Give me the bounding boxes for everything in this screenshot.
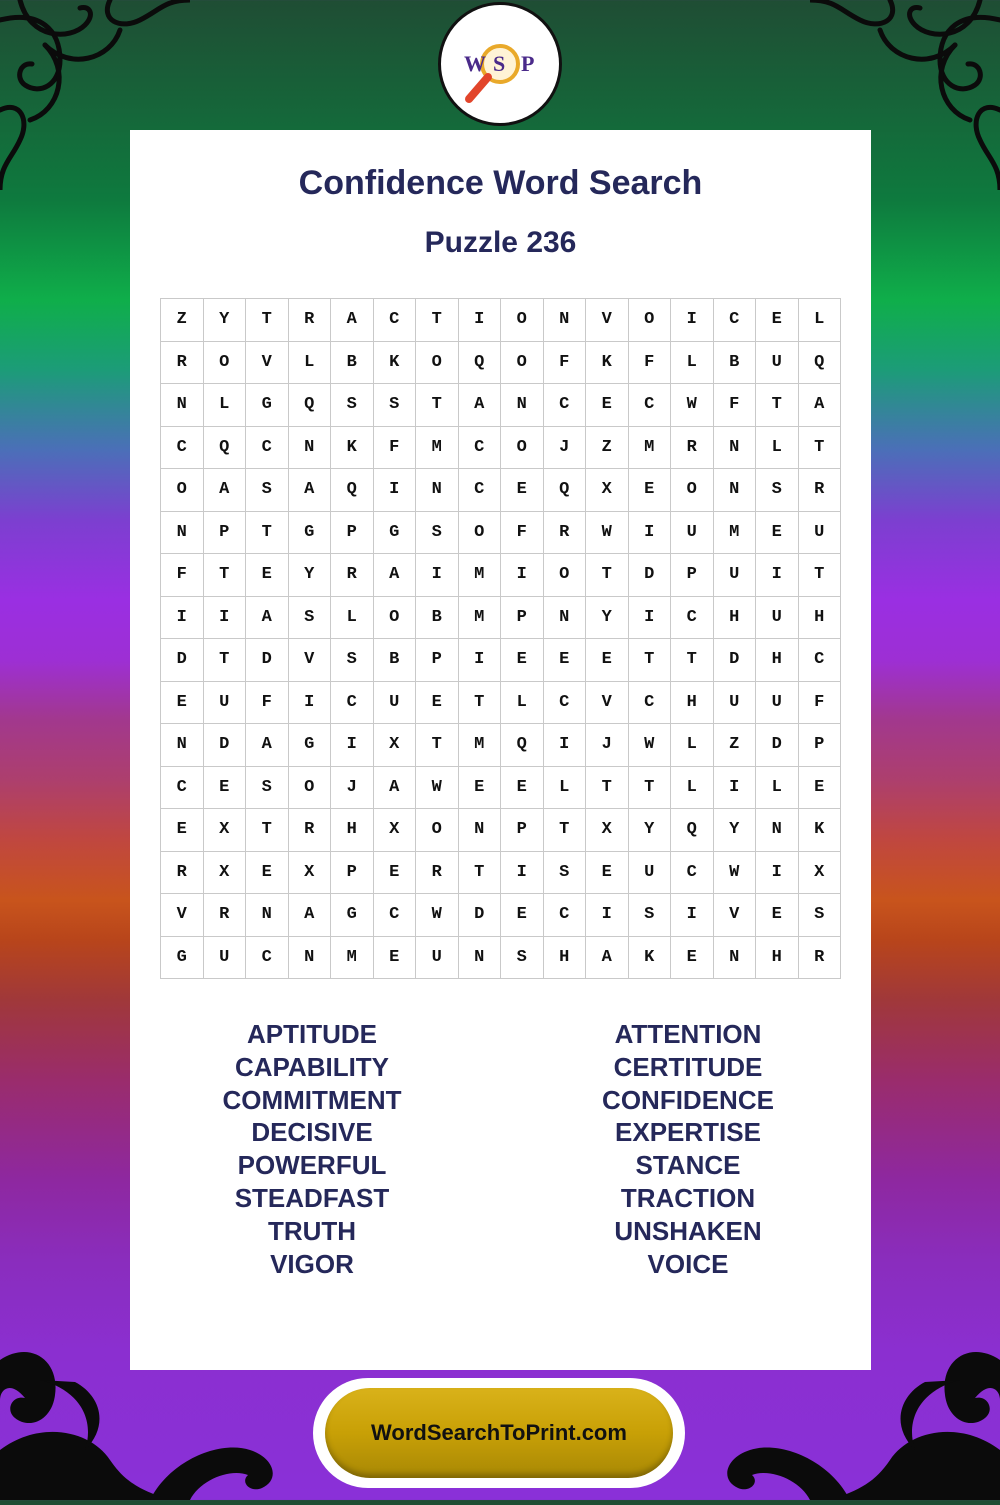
grid-cell[interactable]: A [289,469,332,512]
grid-cell[interactable]: V [586,682,629,725]
grid-cell[interactable]: J [586,724,629,767]
magnifier-icon-handle [469,77,488,99]
grid-cell[interactable]: K [331,427,374,470]
grid-cell[interactable]: C [374,894,417,937]
word-list-right [538,1018,838,1280]
grid-cell[interactable]: C [629,384,672,427]
grid-cell[interactable]: G [289,724,332,767]
grid-cell[interactable]: D [714,639,757,682]
grid-cell[interactable]: D [756,724,799,767]
grid-cell[interactable]: S [501,937,544,980]
grid-cell[interactable]: U [714,682,757,725]
grid-cell[interactable]: H [331,809,374,852]
grid-cell[interactable]: U [756,682,799,725]
grid-cell[interactable]: I [629,597,672,640]
grid-cell[interactable]: C [671,597,714,640]
grid-cell[interactable]: L [501,682,544,725]
grid-cell[interactable]: B [374,639,417,682]
grid-cell[interactable]: L [289,342,332,385]
grid-cell[interactable]: E [671,937,714,980]
grid-cell[interactable]: U [629,852,672,895]
grid-cell[interactable]: R [204,894,247,937]
grid-cell[interactable]: L [544,767,587,810]
grid-cell[interactable]: O [501,299,544,342]
grid-cell[interactable]: U [416,937,459,980]
grid-cell[interactable]: N [459,809,502,852]
grid-cell[interactable]: E [374,852,417,895]
grid-cell[interactable]: P [799,724,842,767]
grid-cell[interactable]: C [714,299,757,342]
grid-cell[interactable]: M [459,724,502,767]
grid-cell[interactable]: S [331,384,374,427]
word-item: UNSHAKEN [614,1215,762,1246]
grid-cell[interactable]: M [459,597,502,640]
word-item: COMMITMENT [222,1084,402,1115]
grid-cell[interactable]: N [756,809,799,852]
word-item: POWERFUL [237,1150,387,1181]
grid-cell[interactable]: V [161,894,204,937]
grid-cell[interactable]: I [331,724,374,767]
grid-cell[interactable]: C [459,427,502,470]
site-link-pill[interactable] [325,1388,673,1478]
grid-cell[interactable]: I [416,554,459,597]
grid-cell[interactable]: B [331,342,374,385]
grid-cell[interactable]: S [289,597,332,640]
word-item: EXPERTISE [615,1117,761,1148]
grid-cell[interactable]: N [416,469,459,512]
grid-cell[interactable]: E [586,852,629,895]
grid-cell[interactable]: T [586,554,629,597]
grid-cell[interactable]: O [416,342,459,385]
grid-cell[interactable]: H [756,937,799,980]
grid-cell[interactable]: E [246,852,289,895]
grid-cell[interactable]: T [459,682,502,725]
grid-cell[interactable]: L [756,427,799,470]
grid-cell[interactable]: T [416,724,459,767]
grid-cell[interactable]: H [714,597,757,640]
grid-cell[interactable]: C [544,384,587,427]
grid-cell[interactable]: C [799,639,842,682]
grid-cell[interactable]: L [671,342,714,385]
grid-cell[interactable]: A [246,597,289,640]
grid-cell[interactable]: A [331,299,374,342]
grid-cell[interactable]: S [246,767,289,810]
grid-cell[interactable]: N [714,427,757,470]
logo-letter-w: W [464,51,486,76]
word-item: APTITUDE [247,1019,377,1049]
grid-cell[interactable]: T [799,427,842,470]
grid-cell[interactable]: I [459,299,502,342]
grid-cell[interactable]: K [629,937,672,980]
grid-cell[interactable]: L [331,597,374,640]
grid-cell[interactable]: O [544,554,587,597]
grid-cell[interactable]: X [374,724,417,767]
word-item: TRUTH [267,1215,357,1246]
grid-cell[interactable]: C [161,427,204,470]
grid-cell[interactable]: S [544,852,587,895]
grid-cell[interactable]: P [501,809,544,852]
grid-cell[interactable]: A [204,469,247,512]
grid-cell[interactable]: R [671,427,714,470]
grid-cell[interactable]: D [246,639,289,682]
grid-cell[interactable]: P [204,512,247,555]
grid-cell[interactable]: E [161,682,204,725]
grid-cell[interactable]: K [374,342,417,385]
grid-cell[interactable]: S [756,469,799,512]
logo-letter-p: P [521,51,535,76]
word-item: CONFIDENCE [602,1084,774,1115]
grid-cell[interactable]: E [756,894,799,937]
word-item: STANCE [635,1150,741,1181]
grid-cell[interactable]: H [544,937,587,980]
grid-cell[interactable]: R [331,554,374,597]
wsp-logo[interactable] [438,2,562,126]
grid-cell[interactable]: G [246,384,289,427]
grid-cell[interactable]: O [161,469,204,512]
grid-cell[interactable]: C [161,767,204,810]
grid-cell[interactable]: F [714,384,757,427]
grid-cell[interactable]: N [501,384,544,427]
grid-cell[interactable]: Q [289,384,332,427]
grid-cell[interactable]: X [204,809,247,852]
grid-cell[interactable]: R [544,512,587,555]
puzzle-panel [130,130,871,1370]
grid-cell[interactable]: E [586,639,629,682]
grid-cell[interactable]: R [289,299,332,342]
grid-cell[interactable]: U [714,554,757,597]
grid-cell[interactable]: J [544,427,587,470]
grid-cell[interactable]: F [501,512,544,555]
grid-cell[interactable]: E [501,639,544,682]
grid-cell[interactable]: T [416,299,459,342]
grid-cell[interactable]: X [586,469,629,512]
grid-cell[interactable]: I [629,512,672,555]
grid-cell[interactable]: K [586,342,629,385]
grid-cell[interactable]: N [246,894,289,937]
grid-cell[interactable]: O [289,767,332,810]
grid-cell[interactable]: W [671,384,714,427]
grid-cell[interactable]: E [161,809,204,852]
grid-cell[interactable]: Q [459,342,502,385]
grid-cell[interactable]: N [161,512,204,555]
grid-cell[interactable]: N [289,427,332,470]
grid-cell[interactable]: P [331,512,374,555]
grid-cell[interactable]: T [756,384,799,427]
grid-cell[interactable]: F [544,342,587,385]
grid-cell[interactable]: R [161,852,204,895]
grid-cell[interactable]: E [501,767,544,810]
grid-cell[interactable]: W [629,724,672,767]
grid-cell[interactable]: S [416,512,459,555]
grid-cell[interactable]: T [204,639,247,682]
grid-cell[interactable]: O [459,512,502,555]
grid-cell[interactable]: O [204,342,247,385]
grid-cell[interactable]: N [289,937,332,980]
word-item: DECISIVE [251,1117,373,1148]
grid-cell[interactable]: T [629,767,672,810]
grid-cell[interactable]: C [246,427,289,470]
grid-cell[interactable]: R [416,852,459,895]
grid-cell[interactable]: C [629,682,672,725]
grid-cell[interactable]: V [586,299,629,342]
grid-cell[interactable]: U [756,597,799,640]
grid-cell[interactable]: E [459,767,502,810]
grid-cell[interactable]: C [671,852,714,895]
grid-cell[interactable]: H [799,597,842,640]
grid-cell[interactable]: A [459,384,502,427]
grid-cell[interactable]: Y [204,299,247,342]
grid-cell[interactable]: N [714,937,757,980]
grid-cell[interactable]: G [161,937,204,980]
grid-cell[interactable]: T [246,809,289,852]
grid-cell[interactable]: A [586,937,629,980]
grid-cell[interactable]: L [799,299,842,342]
word-item: STEADFAST [234,1182,390,1213]
grid-cell[interactable]: V [714,894,757,937]
grid-cell[interactable]: T [799,554,842,597]
grid-cell[interactable]: Z [161,299,204,342]
grid-cell[interactable]: I [374,469,417,512]
grid-cell[interactable]: A [246,724,289,767]
grid-cell[interactable]: X [204,852,247,895]
grid-cell[interactable]: N [544,597,587,640]
grid-cell[interactable]: N [544,299,587,342]
grid-cell[interactable]: Y [629,809,672,852]
grid-cell[interactable]: E [416,682,459,725]
grid-cell[interactable]: I [586,894,629,937]
grid-cell[interactable]: E [544,639,587,682]
grid-cell[interactable]: E [374,937,417,980]
grid-cell[interactable]: H [756,639,799,682]
grid-cell[interactable]: O [671,469,714,512]
grid-cell[interactable]: T [204,554,247,597]
grid-cell[interactable]: S [331,639,374,682]
grid-cell[interactable]: A [799,384,842,427]
grid-cell[interactable]: H [671,682,714,725]
page-title: Confidence Word Search [298,164,703,202]
word-item: TRACTION [620,1182,756,1213]
grid-cell[interactable]: A [289,894,332,937]
grid-cell[interactable]: E [756,512,799,555]
grid-cell[interactable]: U [204,682,247,725]
grid-cell[interactable]: I [544,724,587,767]
grid-cell[interactable]: A [374,767,417,810]
grid-cell[interactable]: P [501,597,544,640]
grid-cell[interactable]: F [374,427,417,470]
grid-cell[interactable]: U [799,512,842,555]
grid-cell[interactable]: S [629,894,672,937]
grid-cell[interactable]: X [586,809,629,852]
grid-cell[interactable]: D [204,724,247,767]
grid-cell[interactable]: I [289,682,332,725]
grid-cell[interactable]: U [671,512,714,555]
grid-cell[interactable]: T [246,299,289,342]
grid-cell[interactable]: L [671,724,714,767]
grid-cell[interactable]: E [246,554,289,597]
grid-cell[interactable]: Y [289,554,332,597]
grid-cell[interactable]: K [799,809,842,852]
grid-cell[interactable]: I [501,852,544,895]
grid-cell[interactable]: O [629,299,672,342]
grid-cell[interactable]: C [544,894,587,937]
grid-cell[interactable]: F [799,682,842,725]
grid-cell[interactable]: L [671,767,714,810]
grid-cell[interactable]: U [756,342,799,385]
word-list-left [162,1018,462,1280]
grid-cell[interactable]: C [374,299,417,342]
grid-cell[interactable]: B [714,342,757,385]
grid-cell[interactable]: E [501,894,544,937]
grid-cell[interactable]: M [714,512,757,555]
grid-cell[interactable]: Z [714,724,757,767]
grid-cell[interactable]: D [629,554,672,597]
grid-cell[interactable]: R [289,809,332,852]
grid-cell[interactable]: F [629,342,672,385]
grid-cell[interactable]: N [161,724,204,767]
grid-cell[interactable]: E [204,767,247,810]
word-item: CERTITUDE [613,1051,763,1082]
grid-cell[interactable]: L [756,767,799,810]
grid-cell[interactable]: C [544,682,587,725]
grid-cell[interactable]: W [586,512,629,555]
grid-cell[interactable]: N [161,384,204,427]
grid-cell[interactable]: E [501,469,544,512]
grid-cell[interactable]: G [289,512,332,555]
grid-cell[interactable]: T [416,384,459,427]
grid-cell[interactable]: I [204,597,247,640]
grid-cell[interactable]: I [714,767,757,810]
grid-cell[interactable]: I [756,554,799,597]
grid-cell[interactable]: X [374,809,417,852]
grid-cell[interactable]: S [799,894,842,937]
grid-cell[interactable]: W [714,852,757,895]
grid-cell[interactable]: I [501,554,544,597]
grid-cell[interactable]: G [331,894,374,937]
grid-cell[interactable]: O [501,427,544,470]
grid-cell[interactable]: T [544,809,587,852]
grid-cell[interactable]: X [799,852,842,895]
grid-cell[interactable]: F [161,554,204,597]
grid-cell[interactable]: E [586,384,629,427]
grid-cell[interactable]: Y [586,597,629,640]
grid-cell[interactable]: P [416,639,459,682]
grid-cell[interactable]: Q [501,724,544,767]
grid-cell[interactable]: S [246,469,289,512]
grid-cell[interactable]: J [331,767,374,810]
word-item: VOICE [647,1248,729,1279]
logo-letter-s: S [493,51,506,76]
puzzle-number: Puzzle 236 [424,226,577,259]
grid-cell[interactable]: C [459,469,502,512]
grid-cell[interactable]: C [246,937,289,980]
grid-cell[interactable]: Q [799,342,842,385]
grid-cell[interactable]: M [416,427,459,470]
grid-cell[interactable]: E [799,767,842,810]
grid-cell[interactable]: S [374,384,417,427]
grid-cell[interactable]: I [671,299,714,342]
grid-cell[interactable]: V [246,342,289,385]
grid-cell[interactable]: I [671,894,714,937]
grid-cell[interactable]: R [799,937,842,980]
grid-cell[interactable]: D [161,639,204,682]
grid-cell[interactable]: P [331,852,374,895]
letter-grid [160,298,841,979]
word-item: VIGOR [270,1248,354,1279]
grid-cell[interactable]: R [799,469,842,512]
grid-cell[interactable]: O [374,597,417,640]
grid-cell[interactable]: N [459,937,502,980]
site-link-button[interactable] [313,1378,685,1488]
grid-cell[interactable]: W [416,767,459,810]
grid-cell[interactable]: W [416,894,459,937]
grid-cell[interactable]: N [714,469,757,512]
grid-cell[interactable]: B [416,597,459,640]
grid-cell[interactable]: V [289,639,332,682]
grid-cell[interactable]: O [501,342,544,385]
grid-cell[interactable]: Z [586,427,629,470]
site-link-text[interactable]: WordSearchToPrint.com [371,1420,627,1445]
grid-cell[interactable]: Q [331,469,374,512]
grid-cell[interactable]: Q [671,809,714,852]
grid-cell[interactable]: G [374,512,417,555]
grid-cell[interactable]: E [756,299,799,342]
grid-cell[interactable]: U [374,682,417,725]
grid-cell[interactable]: I [459,639,502,682]
grid-cell[interactable]: Y [714,809,757,852]
grid-cell[interactable]: I [756,852,799,895]
grid-cell[interactable]: Q [204,427,247,470]
grid-cell[interactable]: X [289,852,332,895]
grid-cell[interactable]: D [459,894,502,937]
grid-cell[interactable]: C [331,682,374,725]
grid-cell[interactable]: P [671,554,714,597]
grid-cell[interactable]: T [586,767,629,810]
grid-cell[interactable]: M [629,427,672,470]
grid-cell[interactable]: T [629,639,672,682]
grid-cell[interactable]: U [204,937,247,980]
grid-cell[interactable]: R [161,342,204,385]
grid-cell[interactable]: L [204,384,247,427]
grid-cell[interactable]: O [416,809,459,852]
grid-cell[interactable]: F [246,682,289,725]
grid-cell[interactable]: T [246,512,289,555]
grid-cell[interactable]: Q [544,469,587,512]
grid-cell[interactable]: M [331,937,374,980]
grid-cell[interactable]: A [374,554,417,597]
word-item: CAPABILITY [234,1051,390,1082]
word-item: ATTENTION [614,1019,762,1049]
grid-cell[interactable]: M [459,554,502,597]
grid-cell[interactable]: I [161,597,204,640]
grid-cell[interactable]: T [671,639,714,682]
grid-cell[interactable]: E [629,469,672,512]
grid-cell[interactable]: T [459,852,502,895]
